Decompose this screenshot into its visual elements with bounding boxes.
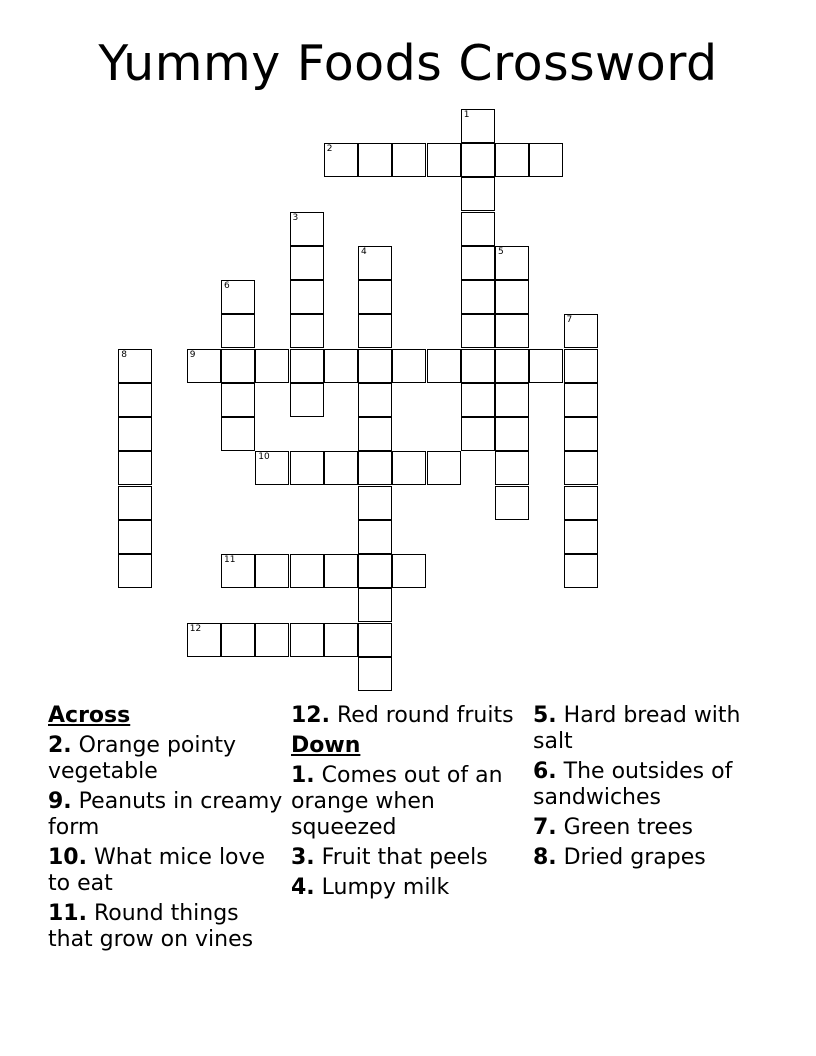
clue-number-label: 3 [292,212,299,223]
grid-cell[interactable] [118,486,152,520]
grid-cell[interactable] [564,383,598,417]
clue-number-label: 5 [498,246,504,257]
across-heading: Across [48,703,131,728]
clue-text: Dried grapes [563,845,706,870]
grid-cell[interactable] [221,314,255,348]
clue-across-10 [48,845,283,897]
grid-cell[interactable] [427,451,461,485]
grid-cell-12[interactable] [187,623,221,657]
clue-down-4 [291,875,526,901]
clue-across-2 [48,733,283,785]
grid-cell[interactable] [461,177,495,211]
grid-cell[interactable] [221,349,255,383]
grid-cell-3[interactable] [290,212,324,246]
puzzle-title: Yummy Foods Crossword [98,35,718,92]
grid-cell[interactable] [358,486,392,520]
grid-cell[interactable] [290,280,324,314]
grid-cell[interactable] [461,314,495,348]
grid-cell[interactable] [358,280,392,314]
clue-text: Fruit that peels [321,845,488,870]
grid-cell[interactable] [461,143,495,177]
clue-across-12 [291,703,526,729]
grid-cell[interactable] [290,246,324,280]
clue-number-label: 1 [463,109,470,120]
grid-cell[interactable] [358,657,392,691]
clue-number-label: 7 [566,315,573,326]
grid-cell[interactable] [392,554,426,588]
grid-cell[interactable] [221,383,255,417]
grid-cell-5[interactable] [495,246,529,280]
clue-down-1 [291,763,526,841]
grid-cell-2[interactable] [324,143,358,177]
grid-cell-1[interactable] [461,109,495,143]
clue-number: 3. [291,845,315,870]
grid-cell[interactable] [495,451,529,485]
grid-cell[interactable] [324,451,358,485]
grid-cell[interactable] [495,383,529,417]
grid-cell[interactable] [564,486,598,520]
clue-column-2 [291,703,526,905]
clue-down-5 [533,703,768,755]
grid-cell[interactable] [324,623,358,657]
grid-cell[interactable] [495,417,529,451]
grid-cell[interactable] [564,417,598,451]
clue-number: 6. [533,759,557,784]
clue-number: 10. [48,845,87,870]
grid-cell[interactable] [564,451,598,485]
grid-cell[interactable] [358,554,392,588]
clue-text: Hard bread with salt [533,703,741,754]
clue-across-9 [48,789,283,841]
grid-cell-11[interactable] [221,554,255,588]
clue-number-label: 11 [224,555,236,565]
clue-number: 7. [533,815,557,840]
grid-cell[interactable] [461,383,495,417]
grid-cell-10[interactable] [255,451,289,485]
grid-cell[interactable] [529,143,563,177]
grid-cell[interactable] [358,417,392,451]
clue-number-label: 2 [326,144,333,154]
clue-number-label: 10 [258,452,270,463]
grid-cell[interactable] [358,314,392,348]
grid-cell[interactable] [324,349,358,383]
grid-cell[interactable] [564,349,598,383]
grid-cell[interactable] [564,554,598,588]
grid-cell[interactable] [358,349,392,383]
grid-cell[interactable] [290,383,324,417]
grid-cell[interactable] [290,314,324,348]
grid-cell[interactable] [427,349,461,383]
grid-cell[interactable] [118,417,152,451]
clue-number-label: 12 [189,623,202,634]
clue-text: Red round fruits [336,703,514,728]
grid-cell[interactable] [358,451,392,485]
clue-number-label: 8 [121,349,127,360]
grid-cell[interactable] [358,520,392,554]
clue-number-label: 4 [361,246,367,257]
grid-cell[interactable] [358,623,392,657]
clue-number: 8. [533,845,557,870]
grid-cell-4[interactable] [358,246,392,280]
clue-text: Green trees [563,815,694,840]
clue-text: Peanuts in creamy form [48,789,283,840]
clue-number: 11. [48,901,87,926]
grid-cell[interactable] [255,623,289,657]
clue-across-11 [48,901,283,953]
grid-cell[interactable] [324,554,358,588]
grid-cell[interactable] [358,143,392,177]
grid-cell-8[interactable] [118,349,152,383]
grid-cell[interactable] [529,349,563,383]
clue-number: 4. [291,875,315,900]
clue-down-8 [533,845,768,871]
grid-cell[interactable] [495,349,529,383]
grid-cell-7[interactable] [564,314,598,348]
clue-text: Orange pointy vegetable [48,733,237,784]
down-heading: Down [291,733,361,758]
grid-cell[interactable] [290,554,324,588]
clue-down-3 [291,845,526,871]
grid-cell[interactable] [255,554,289,588]
grid-cell[interactable] [495,280,529,314]
grid-cell[interactable] [392,349,426,383]
grid-cell[interactable] [118,383,152,417]
clue-number: 1. [291,763,315,788]
grid-cell[interactable] [290,451,324,485]
grid-cell[interactable] [427,143,461,177]
clue-number: 5. [533,703,557,728]
clue-down-7 [533,815,768,841]
clue-down-6 [533,759,768,811]
grid-cell[interactable] [221,417,255,451]
grid-cell[interactable] [495,486,529,520]
grid-cell-9[interactable] [187,349,221,383]
grid-cell[interactable] [461,417,495,451]
clue-text: Lumpy milk [321,875,450,900]
grid-cell[interactable] [495,314,529,348]
clue-text: Comes out of an orange when squeezed [291,763,503,840]
grid-cell[interactable] [392,451,426,485]
grid-cell[interactable] [358,383,392,417]
clue-column-3 [533,703,768,875]
clue-text: Round things that grow on vines [48,901,254,952]
grid-cell[interactable] [118,451,152,485]
grid-cell[interactable] [461,246,495,280]
grid-cell-6[interactable] [221,280,255,314]
clue-number: 9. [48,789,72,814]
grid-cell[interactable] [255,349,289,383]
grid-cell[interactable] [461,349,495,383]
clue-column-1 [48,703,283,957]
clue-number-label: 6 [224,281,230,291]
grid-cell[interactable] [118,520,152,554]
grid-cell[interactable] [495,143,529,177]
grid-cell[interactable] [290,349,324,383]
clue-number: 12. [291,703,330,728]
grid-cell[interactable] [118,554,152,588]
grid-cell[interactable] [221,623,255,657]
clue-number-label: 9 [189,349,196,360]
grid-cell[interactable] [461,212,495,246]
clue-text: The outsides of sandwiches [533,759,733,810]
grid-cell[interactable] [461,280,495,314]
grid-cell[interactable] [564,520,598,554]
grid-cell[interactable] [358,588,392,622]
clue-number: 2. [48,733,72,758]
clue-text: What mice love to eat [48,845,266,896]
grid-cell[interactable] [290,623,324,657]
grid-cell[interactable] [392,143,426,177]
